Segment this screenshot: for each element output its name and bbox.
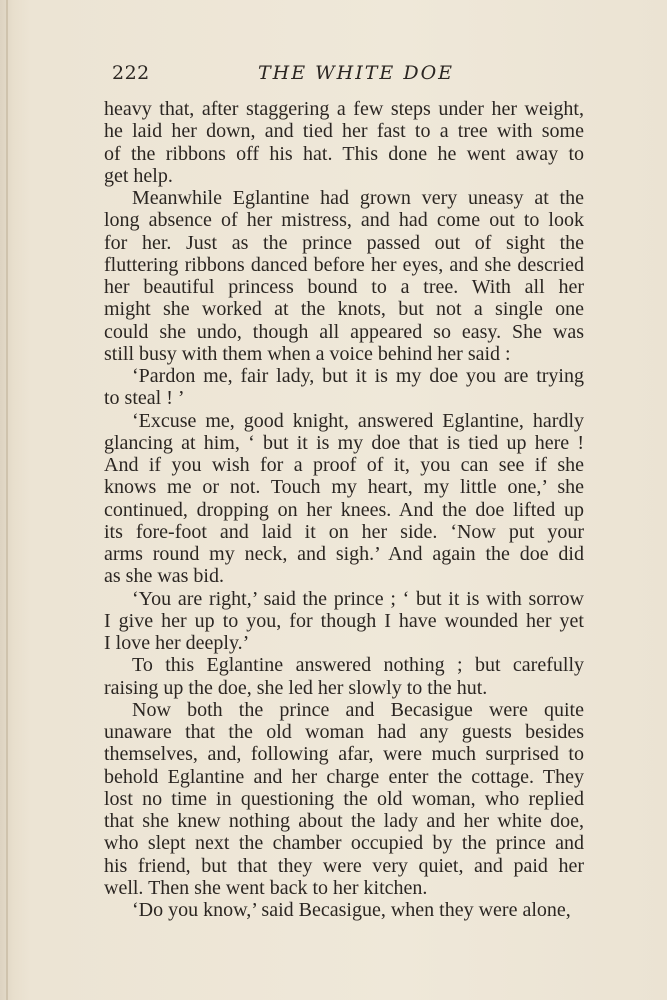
text-line: continued, dropping on her knees. And the doe lifted up [104, 498, 584, 521]
text-line: who slept next the chamber occupied by the prince and [104, 832, 584, 855]
text-line: its fore-foot and laid it on her side. ‘Now put your [104, 520, 584, 543]
text-line: her beautiful princess bound to a tree. With all her [104, 276, 584, 298]
text-line: I love her deeply.’ [104, 632, 250, 654]
running-header [112, 62, 582, 88]
text-line: ‘Pardon me, fair lady, but it is my doe you are trying [132, 365, 584, 387]
text-line: And if you wish for a proof of it, you can see if she [104, 454, 584, 476]
running-title: THE WHITE DOE [258, 62, 455, 84]
page-number: 222 [112, 62, 150, 84]
text-line: long absence of her mistress, and had come out to look [104, 209, 584, 232]
text-line: of the ribbons off his hat. This done he went away to [104, 142, 584, 165]
paragraph [104, 899, 584, 921]
text-line: behold Eglantine and her charge enter the cottage. They [104, 765, 584, 788]
text-line: to steal ! ’ [104, 387, 185, 410]
text-line: get help. [104, 164, 173, 187]
text-line: ‘You are right,’ said the prince ; ‘ but it is with sorrow [132, 587, 584, 610]
text-line: ‘Excuse me, good knight, answered Eglantine, hardly [132, 409, 584, 432]
text-line: Now both the prince and Becasigue were quite [132, 698, 584, 721]
text-line: that she knew nothing about the lady and her white doe, [104, 810, 584, 832]
text-line: his friend, but that they were very quiet, and paid her [104, 854, 584, 877]
text-line: glancing at him, ‘ but it is my doe that is tied up here ! [104, 431, 584, 454]
text-line: still busy with them when a voice behind her said : [104, 342, 511, 365]
paragraph [104, 654, 584, 699]
paragraph [104, 365, 584, 410]
body-text [104, 98, 584, 921]
text-line: unaware that the old woman had any guests besides [104, 721, 584, 743]
text-line: as she was bid. [104, 565, 224, 588]
text-line: Meanwhile Eglantine had grown very uneasy at the [132, 187, 584, 209]
text-line: I give her up to you, for though I have wounded her yet [104, 609, 584, 632]
page-edge [6, 0, 8, 1000]
text-line: he laid her down, and tied her fast to a tree with some [104, 120, 584, 143]
text-line: heavy that, after staggering a few steps under her weight, [104, 98, 584, 120]
paragraph [104, 699, 584, 899]
text-line: for her. Just as the prince passed out of sight the [104, 231, 584, 254]
text-line: raising up the doe, she led her slowly to the hut. [104, 676, 488, 699]
paragraph [104, 410, 584, 588]
paragraph [104, 98, 584, 187]
paragraph [104, 588, 584, 655]
text-line: fluttering ribbons danced before her eyes, and she descried [104, 253, 584, 276]
text-line: could she undo, though all appeared so easy. She was [104, 320, 584, 343]
text-line: might she worked at the knots, but not a single one [104, 298, 584, 321]
text-line: knows me or not. Touch my heart, my little one,’ she [104, 476, 584, 499]
text-line: ‘Do you know,’ said Becasigue, when they were alone, [132, 899, 571, 921]
text-line: themselves, and, following afar, were much surprised to [104, 743, 584, 766]
text-line: arms round my neck, and sigh.’ And again the doe did [104, 543, 584, 565]
text-line: lost no time in questioning the old woman, who replied [104, 787, 584, 810]
paragraph [104, 187, 584, 365]
text-line: well. Then she went back to her kitchen. [104, 876, 428, 899]
text-line: To this Eglantine answered nothing ; but carefully [132, 654, 584, 677]
